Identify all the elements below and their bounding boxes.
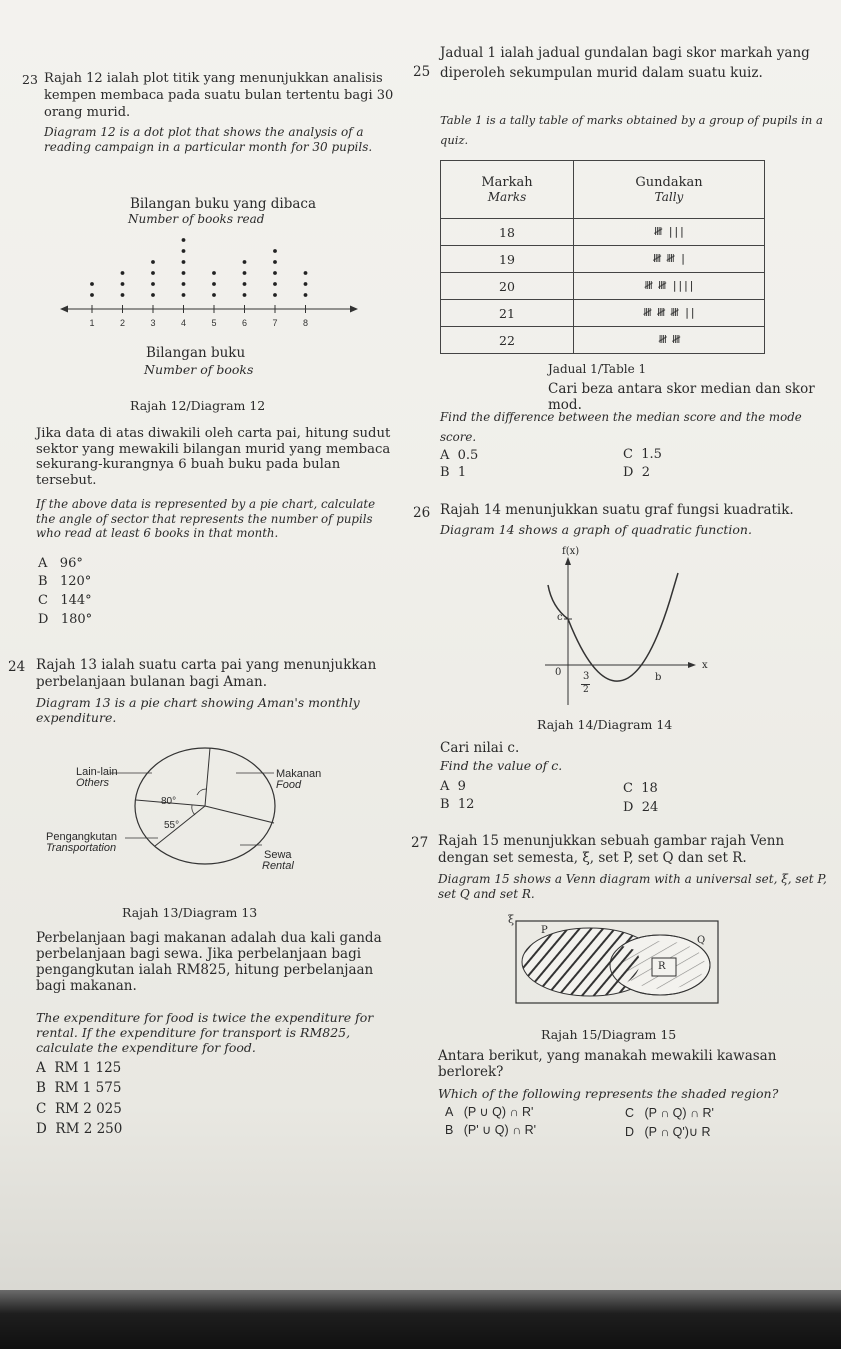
q24-number: 24 [8, 659, 26, 675]
dot-plot-dot [243, 271, 247, 275]
option-text: 0.5 [457, 448, 479, 463]
dot-plot-dot [243, 260, 247, 264]
tally-cell: 𝍸 𝍸 |||| [574, 273, 765, 300]
mark-cell: 22 [441, 327, 574, 354]
q23-title-bm: Bilangan buku yang dibaca [130, 196, 317, 212]
dot-plot-dot [182, 293, 186, 297]
venn-label-r: R [658, 961, 666, 972]
pie-angle-80: 80° [161, 796, 177, 807]
q24-question-en: The expenditure for food is twice the expenditure for rental. If the expenditure for transport is RM825, calculate the expenditure for food. [36, 1010, 374, 1055]
pie-divider-lower-left [155, 806, 205, 846]
dot-plot-dot [182, 260, 186, 264]
pie-label-transport-en: Transportation [46, 842, 117, 854]
option-letter: D [38, 612, 49, 627]
graph-label-frac-num: 3 [583, 671, 590, 682]
option-letter: C [38, 593, 48, 608]
option-letter: C [36, 1101, 47, 1117]
option-text: 18 [641, 781, 658, 796]
option-text: 9 [457, 779, 466, 794]
header-marks-bm: Markah [481, 175, 533, 190]
graph-label-x: x [702, 660, 708, 671]
venn-label-q: Q [697, 935, 706, 946]
q26-caption: Rajah 14/Diagram 14 [537, 717, 673, 732]
dot-plot-dot [273, 282, 277, 286]
dot-plot-dot [121, 293, 125, 297]
q24-caption: Rajah 13/Diagram 13 [122, 905, 258, 920]
dot-plot-tick-label: 8 [302, 318, 309, 328]
option-text: 144° [60, 593, 92, 608]
option-letter: D [36, 1121, 47, 1137]
q25-question-en: Find the difference between the median score and the mode score. [440, 410, 802, 444]
pie-divider-right [205, 806, 274, 823]
dot-plot-dot [243, 282, 247, 286]
q25-caption: Jadual 1/Table 1 [548, 362, 647, 376]
dot-plot-dot [151, 282, 155, 286]
q23-axis-bm: Bilangan buku [146, 345, 246, 361]
quadratic-graph [520, 545, 710, 710]
option-letter: C [623, 781, 633, 796]
q24-intro-en: Diagram 13 is a pie chart showing Aman's monthly expenditure. [36, 695, 360, 725]
graph-label-b: b [655, 672, 662, 683]
dot-plot-dot [151, 260, 155, 264]
dot-plot-tick-label: 6 [241, 318, 248, 328]
page-bottom-shadow [0, 1290, 841, 1349]
tally-cell: 𝍸 𝍸 | [574, 246, 765, 273]
dot-plot-dot [182, 238, 186, 242]
option-text: 2 [641, 465, 650, 480]
q23-option-b[interactable] [38, 573, 91, 590]
pie-label-others-en: Others [76, 777, 110, 789]
q27-question-en: Which of the following represents the shaded region? [438, 1086, 779, 1101]
q26-question-bm: Cari nilai c. [440, 740, 520, 756]
pie-label-food-bm: Makanan [276, 768, 322, 780]
q23-number: 23 [22, 72, 38, 87]
dot-plot-dot [304, 282, 308, 286]
option-text: (P' ∪ Q) ∩ R' [463, 1123, 536, 1137]
mark-cell: 19 [441, 246, 574, 273]
q27-caption: Rajah 15/Diagram 15 [541, 1027, 677, 1042]
q23-intro-en: Diagram 12 is a dot plot that shows the analysis of a reading campaign in a particular month for 30 pupils. [44, 125, 373, 154]
mark-cell: 21 [441, 300, 574, 327]
q25-option-c[interactable] [623, 446, 662, 463]
dot-plot-dot [273, 271, 277, 275]
q23-question-en: If the above data is represented by a pie chart, calculate the angle of sector that represents the number of pupils who read at least 6 books in that month. [36, 497, 376, 540]
dot-plot-dot [304, 293, 308, 297]
option-letter: A [36, 1060, 46, 1076]
tally-cell: 𝍸 𝍸 [574, 327, 765, 354]
tally-cell: 𝍸 𝍸 𝍸 || [574, 300, 765, 327]
q23-option-d[interactable] [38, 611, 92, 628]
q23-axis-en: Number of books [144, 362, 254, 377]
dot-plot-dot [212, 282, 216, 286]
table-row [441, 246, 765, 273]
q23-option-c[interactable] [38, 592, 92, 609]
x-axis-arrow [688, 662, 696, 668]
q25-intro-en: Table 1 is a tally table of marks obtained by a group of pupils in a quiz. [440, 113, 823, 147]
q27-intro-bm: Rajah 15 menunjukkan sebuah gambar rajah Venn dengan set semesta, ξ, set P, set Q dan set R. [438, 833, 785, 866]
graph-label-origin: 0 [555, 667, 562, 678]
option-text: 12 [457, 797, 475, 812]
table-row [441, 300, 765, 327]
option-letter: C [623, 447, 633, 462]
q27-option-c[interactable] [625, 1105, 714, 1122]
pie-label-others-bm: Lain-lain [76, 766, 118, 778]
q27-option-b[interactable] [445, 1122, 536, 1139]
q24-option-d[interactable] [36, 1121, 122, 1138]
q27-question-bm: Antara berikut, yang manakah mewakili kawasan berlorek? [438, 1048, 777, 1080]
q27-intro-en: Diagram 15 shows a Venn diagram with a universal set, ξ, set P, set Q and set R. [438, 872, 827, 901]
pie-label-rental-bm: Sewa [264, 849, 292, 861]
dot-plot-dot [273, 293, 277, 297]
graph-label-c: c [557, 612, 563, 623]
option-text: RM 1 575 [54, 1080, 122, 1096]
option-letter: D [623, 465, 634, 480]
q26-option-d[interactable] [623, 799, 658, 816]
option-text: 1.5 [641, 447, 662, 462]
venn-label-xi: ξ [508, 913, 515, 926]
dot-plot-dot [90, 293, 94, 297]
option-letter: D [625, 1125, 635, 1139]
dot-plot-dot [121, 271, 125, 275]
dot-plot-tick-label: 3 [150, 318, 156, 328]
option-text: (P ∩ Q')∪ R [644, 1125, 711, 1139]
pie-angle-55: 55° [164, 820, 180, 831]
dot-plot-dot [212, 293, 216, 297]
q27-option-a[interactable] [445, 1104, 533, 1121]
option-letter: B [445, 1123, 454, 1137]
dot-plot-right-arrow [350, 306, 358, 313]
dot-plot-tick-label: 7 [272, 318, 278, 328]
q23-intro-bm: Rajah 12 ialah plot titik yang menunjukkan analisis kempen membaca pada suatu bulan tertentu bagi 30 orang murid. [44, 71, 394, 120]
option-letter: A [440, 779, 450, 794]
table-row [441, 327, 765, 354]
q25-option-b[interactable] [440, 464, 466, 481]
q25-intro-bm: Jadual 1 ialah jadual gundalan bagi skor markah yang diperoleh sekumpulan murid dalam suatu kuiz. [440, 45, 810, 81]
dot-plot [50, 230, 370, 340]
q25-number: 25 [413, 64, 431, 80]
dot-plot-tick-label: 2 [119, 318, 126, 328]
option-letter: B [440, 465, 450, 480]
q26-question-en: Find the value of c. [440, 758, 563, 773]
tally-cell: 𝍸 ||| [574, 219, 765, 246]
option-letter: D [623, 800, 634, 815]
option-letter: A [38, 556, 48, 571]
q26-number: 26 [413, 505, 431, 521]
q26-intro-bm: Rajah 14 menunjukkan suatu graf fungsi kuadratik. [440, 502, 794, 518]
option-text: (P ∩ Q) ∩ R' [644, 1106, 714, 1120]
graph-label-frac-den: 2 [583, 685, 589, 695]
q26-option-b[interactable] [440, 796, 474, 813]
header-tally-en: Tally [654, 190, 684, 204]
dot-plot-dot [90, 282, 94, 286]
option-letter: A [440, 448, 450, 463]
dot-plot-left-arrow [60, 306, 68, 313]
dot-plot-dot [182, 271, 186, 275]
option-letter: B [38, 574, 48, 589]
dot-plot-dot [182, 249, 186, 253]
q23-option-a[interactable] [38, 555, 83, 572]
dot-plot-dot [304, 271, 308, 275]
header-marks-en: Marks [487, 190, 527, 204]
table-header-marks [441, 161, 574, 219]
mark-cell: 20 [441, 273, 574, 300]
q27-option-d[interactable] [625, 1124, 711, 1141]
q25-option-a[interactable] [440, 447, 478, 464]
dot-plot-dot [182, 282, 186, 286]
option-text: 24 [641, 800, 659, 815]
header-tally-bm: Gundakan [635, 175, 703, 190]
dot-plot-dot [212, 271, 216, 275]
q24-option-c[interactable] [36, 1101, 122, 1118]
venn-label-p: P [541, 925, 548, 936]
option-letter: C [625, 1106, 635, 1120]
pie-label-transport-bm: Pengangkutan [46, 831, 117, 843]
option-text: 180° [60, 612, 93, 627]
option-text: 96° [59, 556, 83, 571]
q25-option-d[interactable] [623, 464, 650, 481]
option-text: RM 2 025 [54, 1101, 122, 1117]
dot-plot-dot [151, 293, 155, 297]
dot-plot-dot [151, 271, 155, 275]
q26-option-c[interactable] [623, 780, 658, 797]
q24-intro-bm: Rajah 13 ialah suatu carta pai yang menunjukkan perbelanjaan bulanan bagi Aman. [36, 657, 377, 690]
table-row [441, 219, 765, 246]
dot-plot-dots [90, 238, 307, 297]
tally-table [440, 160, 765, 354]
q25-question-bm: Cari beza antara skor median dan skor mod. [548, 381, 815, 413]
pie-divider-top [205, 748, 210, 806]
pie-label-food-en: Food [276, 779, 302, 791]
q24-option-a[interactable] [36, 1060, 121, 1077]
angle-arc-80 [197, 789, 206, 795]
dot-plot-tick-label: 5 [211, 318, 217, 328]
option-letter: B [440, 797, 450, 812]
q24-question-bm: Perbelanjaan bagi makanan adalah dua kali ganda perbelanjaan bagi sewa. Jika perbelanjaan bagi pengangkutan ialah RM825, hitung perbelanjaan bagi makanan. [36, 930, 382, 994]
pie-label-rental-en: Rental [262, 860, 294, 872]
dot-plot-dot [121, 282, 125, 286]
option-text: 120° [59, 574, 92, 589]
q23-question-bm: Jika data di atas diwakili oleh carta pai, hitung sudut sektor yang mewakili bilangan murid yang membaca sekurang-kurangnya 6 buah buku pada bulan tersebut. [36, 426, 391, 488]
dot-plot-dot [273, 260, 277, 264]
dot-plot-dot [273, 249, 277, 253]
option-text: RM 2 250 [55, 1121, 123, 1137]
q26-intro-en: Diagram 14 shows a graph of quadratic function. [440, 522, 752, 537]
q24-option-b[interactable] [36, 1080, 121, 1097]
q23-caption: Rajah 12/Diagram 12 [130, 398, 266, 413]
dot-plot-dot [243, 293, 247, 297]
q27-number: 27 [411, 835, 429, 851]
angle-arc-55 [192, 805, 195, 815]
graph-label-fx: f(x) [562, 546, 580, 557]
table-row [441, 273, 765, 300]
q23-title-en: Number of books read [128, 212, 265, 226]
table-header-tally [574, 161, 765, 219]
dot-plot-tick-label: 4 [180, 318, 187, 328]
q26-option-a[interactable] [440, 778, 466, 795]
option-letter: B [36, 1080, 46, 1096]
dot-plot-tick-label: 1 [89, 318, 95, 328]
option-text: (P ∪ Q) ∩ R' [463, 1105, 534, 1119]
option-text: 1 [457, 465, 467, 480]
mark-cell: 18 [441, 219, 574, 246]
y-axis-arrow [565, 557, 571, 565]
option-letter: A [445, 1105, 454, 1119]
option-text: RM 1 125 [54, 1060, 122, 1076]
